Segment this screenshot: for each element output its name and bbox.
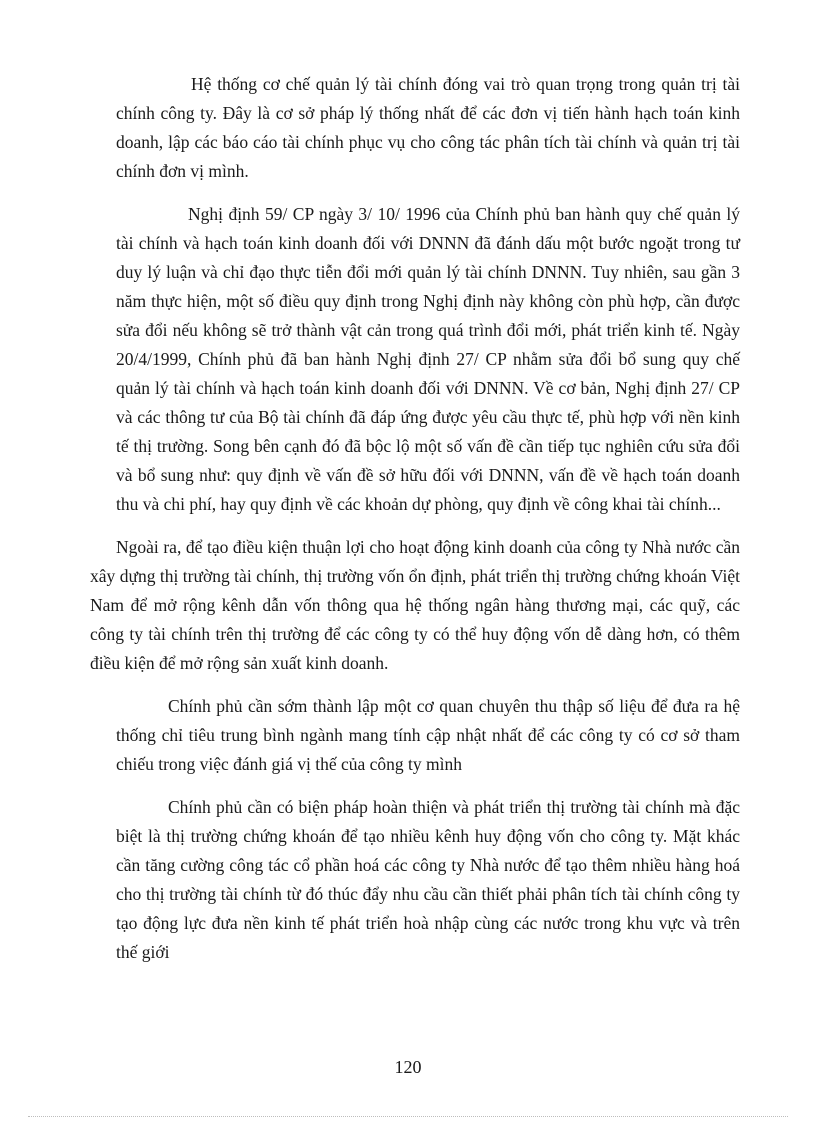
paragraph-financial-mechanism: Hệ thống cơ chế quản lý tài chính đóng vai trò quan trọng trong quản trị tài chính công ty. Đây là cơ sở pháp lý thống nhất để các đơn vị tiến hành hạch toán kinh doanh, lập các báo cáo tài chính phục vụ cho công tác phân tích tài chính và quản trị tài chính đơn vị mình. (116, 74, 740, 181)
document-body (90, 70, 740, 981)
paragraph-financial-market: Ngoài ra, để tạo điều kiện thuận lợi cho hoạt động kinh doanh của công ty Nhà nước cần xây dựng thị trường tài chính, thị trường vốn ổn định, phát triển thị trường chứng khoán Việt Nam để mở rộng kênh dẫn vốn thông qua hệ thống ngân hàng thương mại, các quỹ, các công ty tài chính trên thị trường để các công ty có thể huy động vốn dễ dàng hơn, có thêm điều kiện để mở rộng sản xuất kinh doanh. (90, 537, 740, 673)
page-number: 120 (394, 1057, 422, 1077)
paragraph-decree-59: Nghị định 59/ CP ngày 3/ 10/ 1996 của Chính phủ ban hành quy chế quản lý tài chính và hạch toán kinh doanh đối với DNNN đã đánh dấu một bước ngoặt trong tư duy lý luận và chỉ đạo thực tiễn đổi mới quản lý tài chính DNNN. Tuy nhiên, sau gần 3 năm thực hiện, một số điều quy định trong Nghị định này không còn phù hợp, cần được sửa đổi nếu không sẽ trở thành vật cản trong quá trình đổi mới, phát triển kinh tế. Ngày 20/4/1999, Chính phủ đã ban hành Nghị định 27/ CP nhằm sửa đổi bổ sung quy chế quản lý tài chính và hạch toán kinh doanh đối với DNNN. Về cơ bản, Nghị định 27/ CP và các thông tư của Bộ tài chính đã đáp ứng được yêu cầu thực tế, phù hợp với nền kinh tế thị trường. Song bên cạnh đó đã bộc lộ một số vấn đề cần tiếp tục nghiên cứu sửa đổi và bổ sung như: quy định về vấn đề sở hữu đối với DNNN, vấn đề về hạch toán doanh thu và chi phí, hay quy định về các khoản dự phòng, quy định về công khai tài chính... (116, 204, 740, 514)
footer-divider (28, 1116, 788, 1117)
paragraph-statistics-agency: Chính phủ cần sớm thành lập một cơ quan chuyên thu thập số liệu để đưa ra hệ thống chỉ tiêu trung bình ngành mang tính cập nhật nhất để các công ty có cơ sở tham chiếu trong việc đánh giá vị thế của công ty mình (116, 696, 740, 774)
paragraph-stock-market: Chính phủ cần có biện pháp hoàn thiện và phát triển thị trường tài chính mà đặc biệt là thị trường chứng khoán để tạo nhiều kênh huy động vốn cho công ty. Mặt khác cần tăng cường công tác cổ phần hoá các công ty Nhà nước để tạo thêm nhiều hàng hoá cho thị trường tài chính từ đó thúc đẩy nhu cầu cần thiết phải phân tích tài chính công ty tạo động lực đưa nền kinh tế phát triển hoà nhập cùng các nước trong khu vực và trên thế giới (116, 797, 740, 962)
